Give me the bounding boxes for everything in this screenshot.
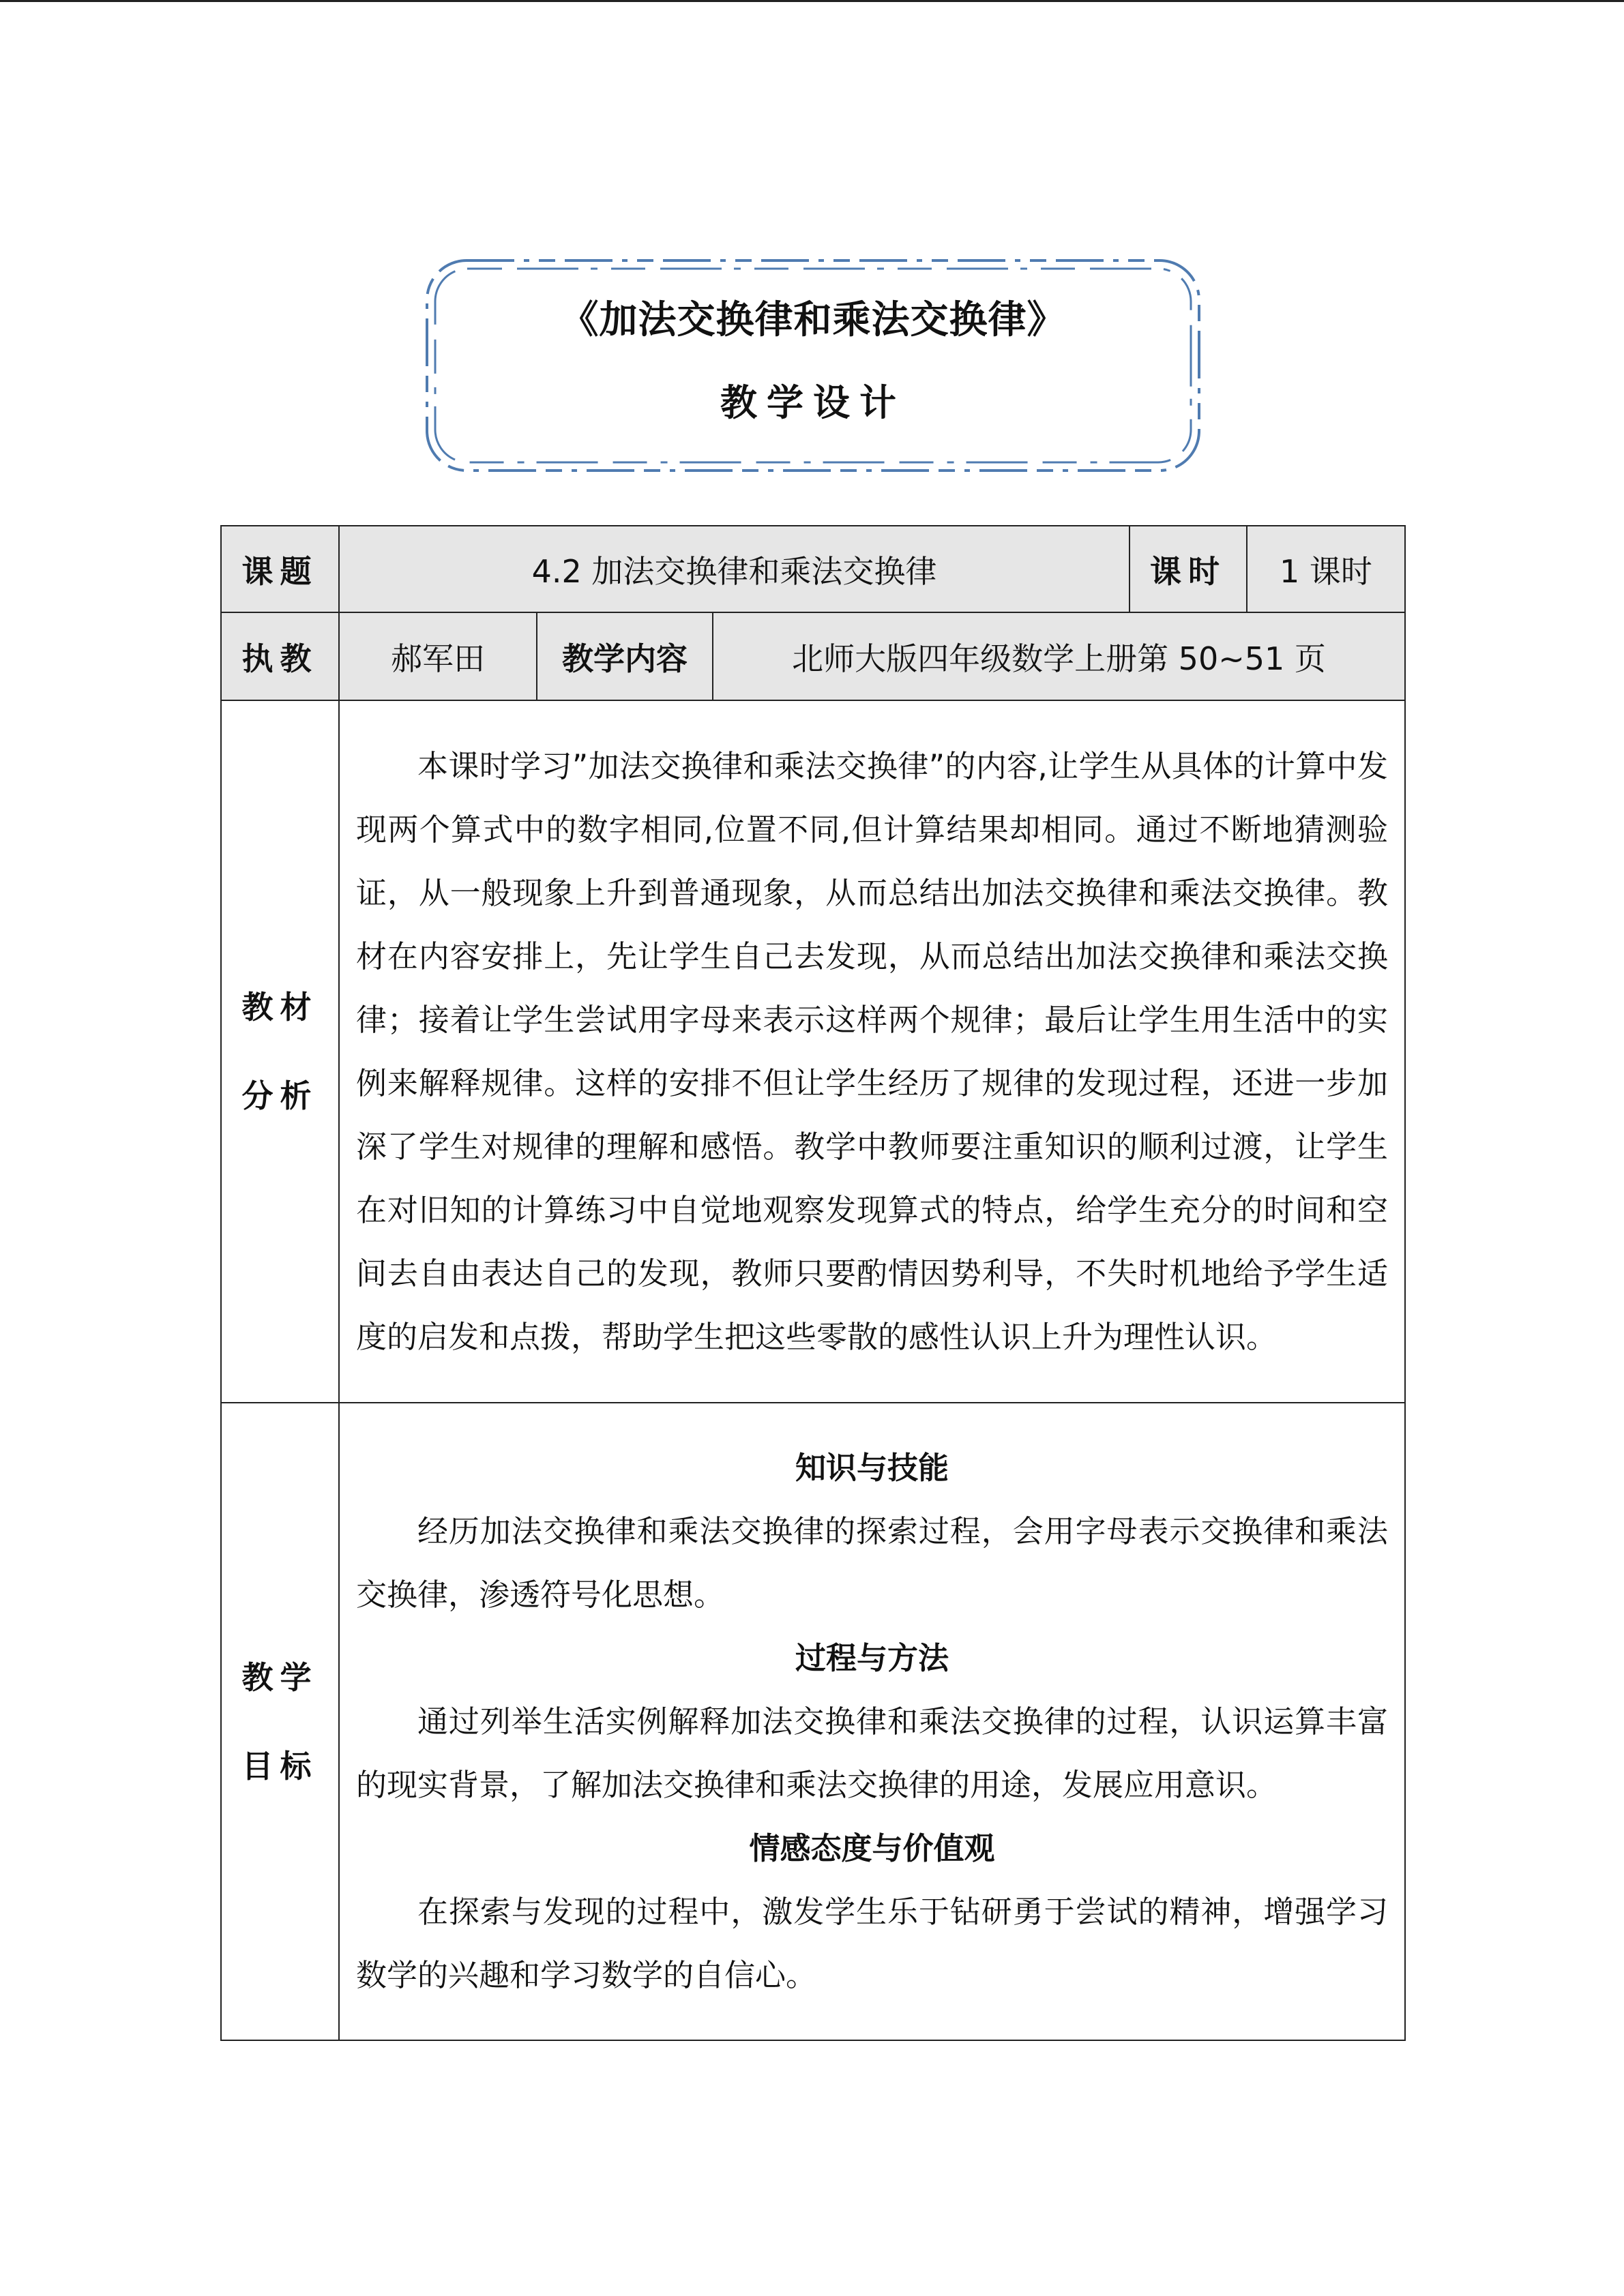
goal-text-process: 通过列举生活实例解释加法交换律和乘法交换律的过程，认识运算丰富的现实背景，了解加法交换律和乘法交换律的用途，发展应用意识。 <box>356 1703 1388 1803</box>
period-label: 课时 <box>1130 526 1247 612</box>
goals-label <box>221 1403 339 2040</box>
table-row-teacher <box>221 612 1405 700</box>
analysis-label <box>221 700 339 1403</box>
goal-heading-process: 过程与方法 <box>795 1640 949 1676</box>
table-row-goals <box>221 1403 1405 2040</box>
title-frame <box>417 252 1209 479</box>
title-frame-border <box>417 252 1209 479</box>
goals-label-line-1: 教学 <box>241 1658 319 1696</box>
topic-value: 4.2 加法交换律和乘法交换律 <box>339 526 1130 612</box>
goal-text-knowledge: 经历加法交换律和乘法交换律的探索过程，会用字母表示交换律和乘法交换律，渗透符号化思想。 <box>356 1513 1388 1613</box>
teacher-label: 执教 <box>221 612 339 700</box>
teacher-value: 郝军田 <box>339 612 537 700</box>
topic-label: 课题 <box>221 526 339 612</box>
content-label: 教学内容 <box>537 612 713 700</box>
page-top-rule <box>0 0 1624 2</box>
goals-content <box>339 1403 1405 2040</box>
analysis-paragraph: 本课时学习”加法交换律和乘法交换律”的内容,让学生从具体的计算中发现两个算式中的数字相同,位置不同,但计算结果却相同。通过不断地猜测验证，从一般现象上升到普通现象，从而总结出加法交换律和乘法交换律。教材在内容安排上，先让学生自己去发现，从而总结出加法交换律和乘法交换律；接着让学生尝试用字母来表示这样两个规律；最后让学生用生活中的实例来解释规律。这样的安排不但让学生经历了规律的发现过程，还进一步加深了学生对规律的理解和感悟。教学中教师要注重知识的顺利过渡，让学生在对旧知的计算练习中自觉地观察发现算式的特点，给学生充分的时间和空间去自由表达自己的发现，教师只要酌情因势利导，不失时机地给予学生适度的启发和点拨，帮助学生把这些零散的感性认识上升为理性认识。 <box>356 748 1388 1355</box>
table-row-analysis <box>221 700 1405 1403</box>
goal-heading-attitude: 情感态度与价值观 <box>749 1830 995 1866</box>
goal-text-attitude: 在探索与发现的过程中，激发学生乐于钻研勇于尝试的精神，增强学习数学的兴趣和学习数学的自信心。 <box>356 1894 1388 1993</box>
table-row-topic <box>221 526 1405 612</box>
goals-label-line-2: 目标 <box>241 1747 319 1785</box>
analysis-label-line-1: 教材 <box>241 989 319 1026</box>
period-value: 1 课时 <box>1247 526 1405 612</box>
analysis-label-line-2: 分析 <box>241 1077 319 1114</box>
analysis-content <box>339 700 1405 1403</box>
document-subtitle: 教学设计 <box>720 381 906 424</box>
document-title: 《加法交换律和乘法交换律》 <box>560 298 1066 342</box>
lesson-info-table <box>220 525 1406 2041</box>
content-value: 北师大版四年级数学上册第 50~51 页 <box>713 612 1405 700</box>
goal-heading-knowledge: 知识与技能 <box>795 1450 949 1486</box>
